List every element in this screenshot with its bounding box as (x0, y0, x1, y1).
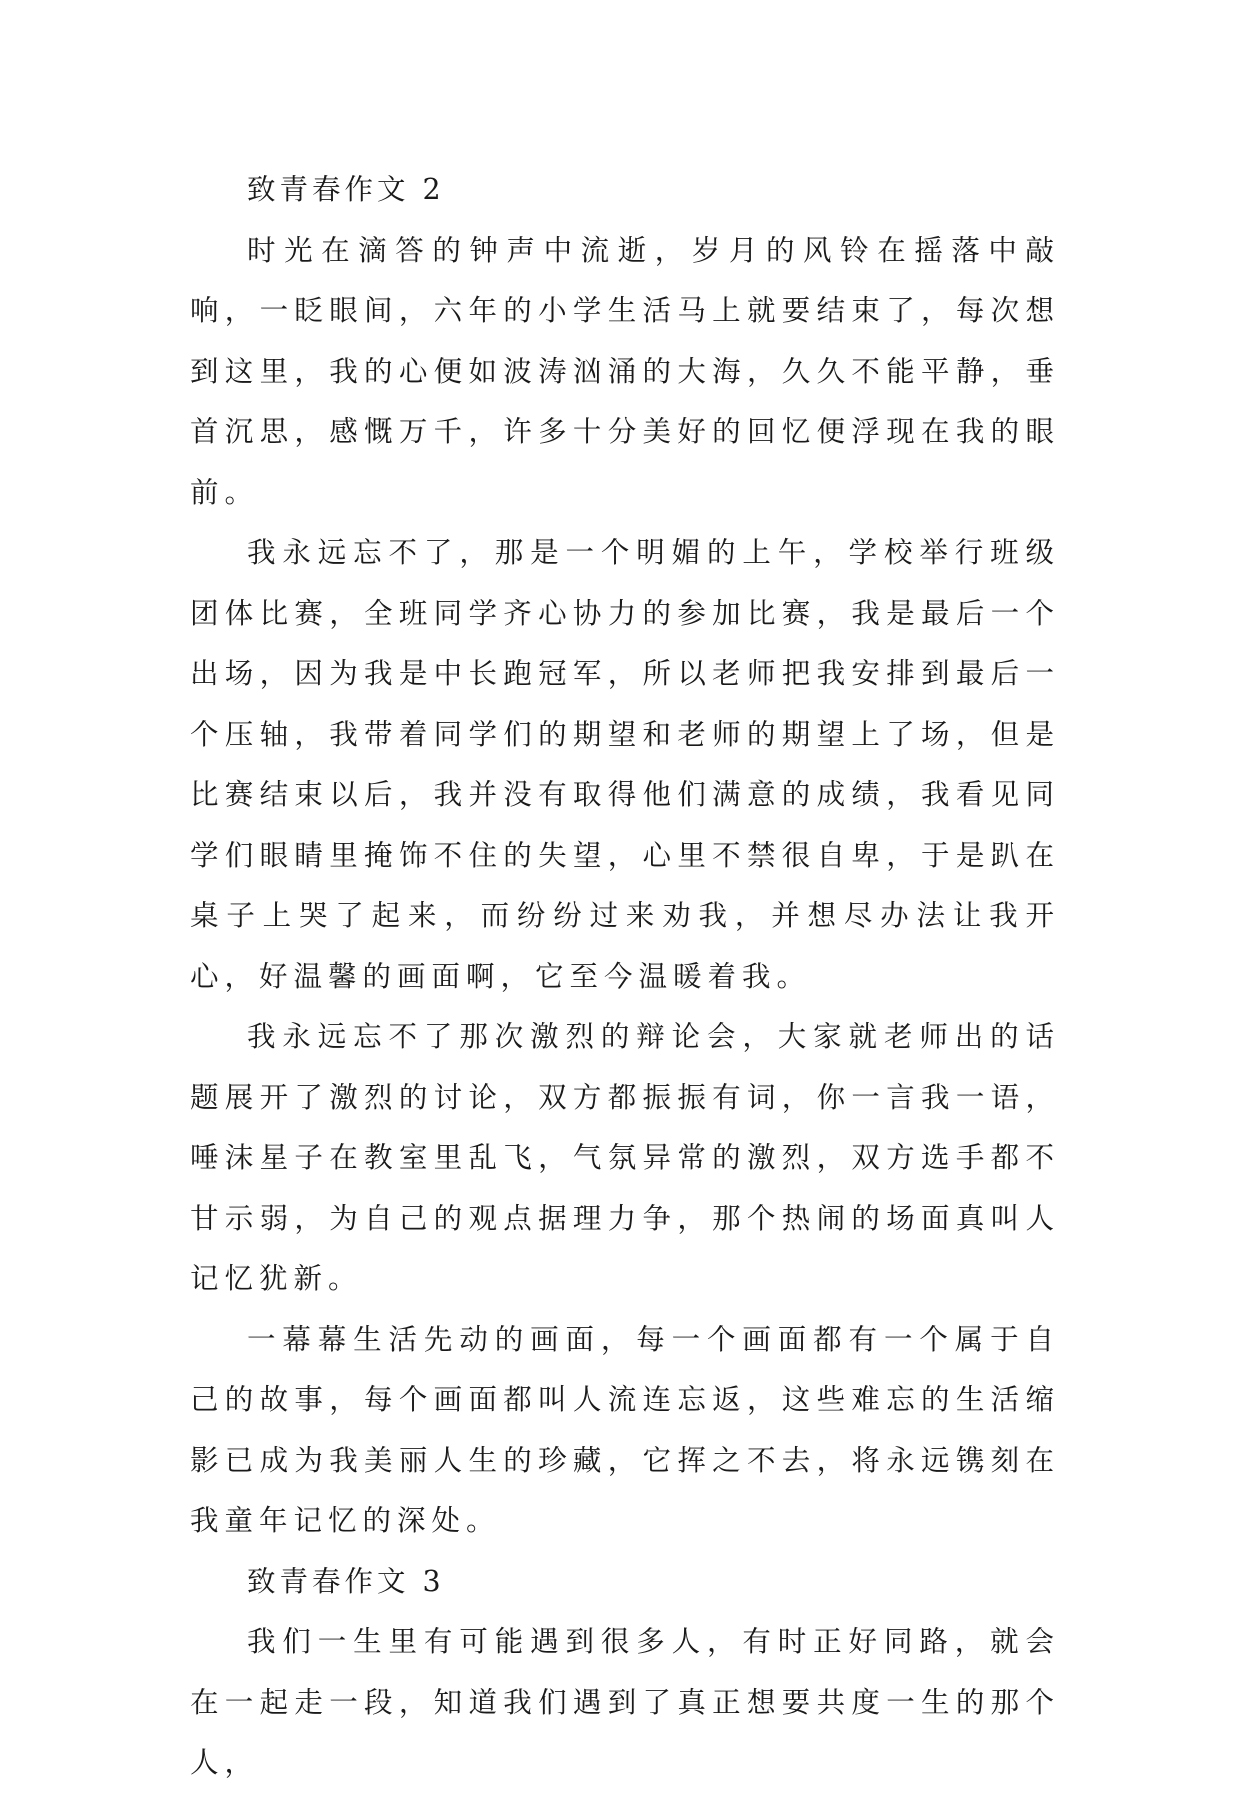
paragraph-1: 时光在滴答的钟声中流逝，岁月的风铃在摇落中敲响，一眨眼间，六年的小学生活马上就要结束了，每次想到这里，我的心便如波涛汹涌的大海，久久不能平静，垂首沉思，感慨万千，许多十分美好的回忆便浮现在我的眼前。 (190, 233, 1060, 509)
essay-heading-3: 致青春作文 3 (247, 1564, 445, 1598)
paragraph-3: 我永远忘不了那次激烈的辩论会，大家就老师出的话题展开了激烈的讨论，双方都振振有词，你一言我一语，唾沫星子在教室里乱飞，气氛异常的激烈，双方选手都不甘示弱，为自己的观点据理力争，那个热闹的场面真叫人记忆犹新。 (190, 1020, 1060, 1295)
paragraph-4: 一幕幕生活先动的画面，每一个画面都有一个属于自己的故事，每个画面都叫人流连忘返，这些难忘的生活缩影已成为我美丽人生的珍藏，它挥之不去，将永远镌刻在我童年记忆的深处。 (190, 1322, 1060, 1537)
document-body (190, 160, 1060, 1794)
paragraph-5: 我们一生里有可能遇到很多人，有时正好同路，就会在一起走一段，知道我们遇到了真正想要共度一生的那个人， (190, 1625, 1060, 1779)
essay-heading-2: 致青春作文 2 (247, 173, 445, 206)
paragraph-2: 我永远忘不了，那是一个明媚的上午，学校举行班级团体比赛，全班同学齐心协力的参加比赛，我是最后一个出场，因为我是中长跑冠军，所以老师把我安排到最后一个压轴，我带着同学们的期望和老师的期望上了场，但是比赛结束以后，我并没有取得他们满意的成绩，我看见同学们眼睛里掩饰不住的失望，心里不禁很自卑，于是趴在桌子上哭了起来，而纷纷过来劝我，并想尽办法让我开心，好温馨的画面啊，它至今温暖着我。 (190, 536, 1060, 993)
